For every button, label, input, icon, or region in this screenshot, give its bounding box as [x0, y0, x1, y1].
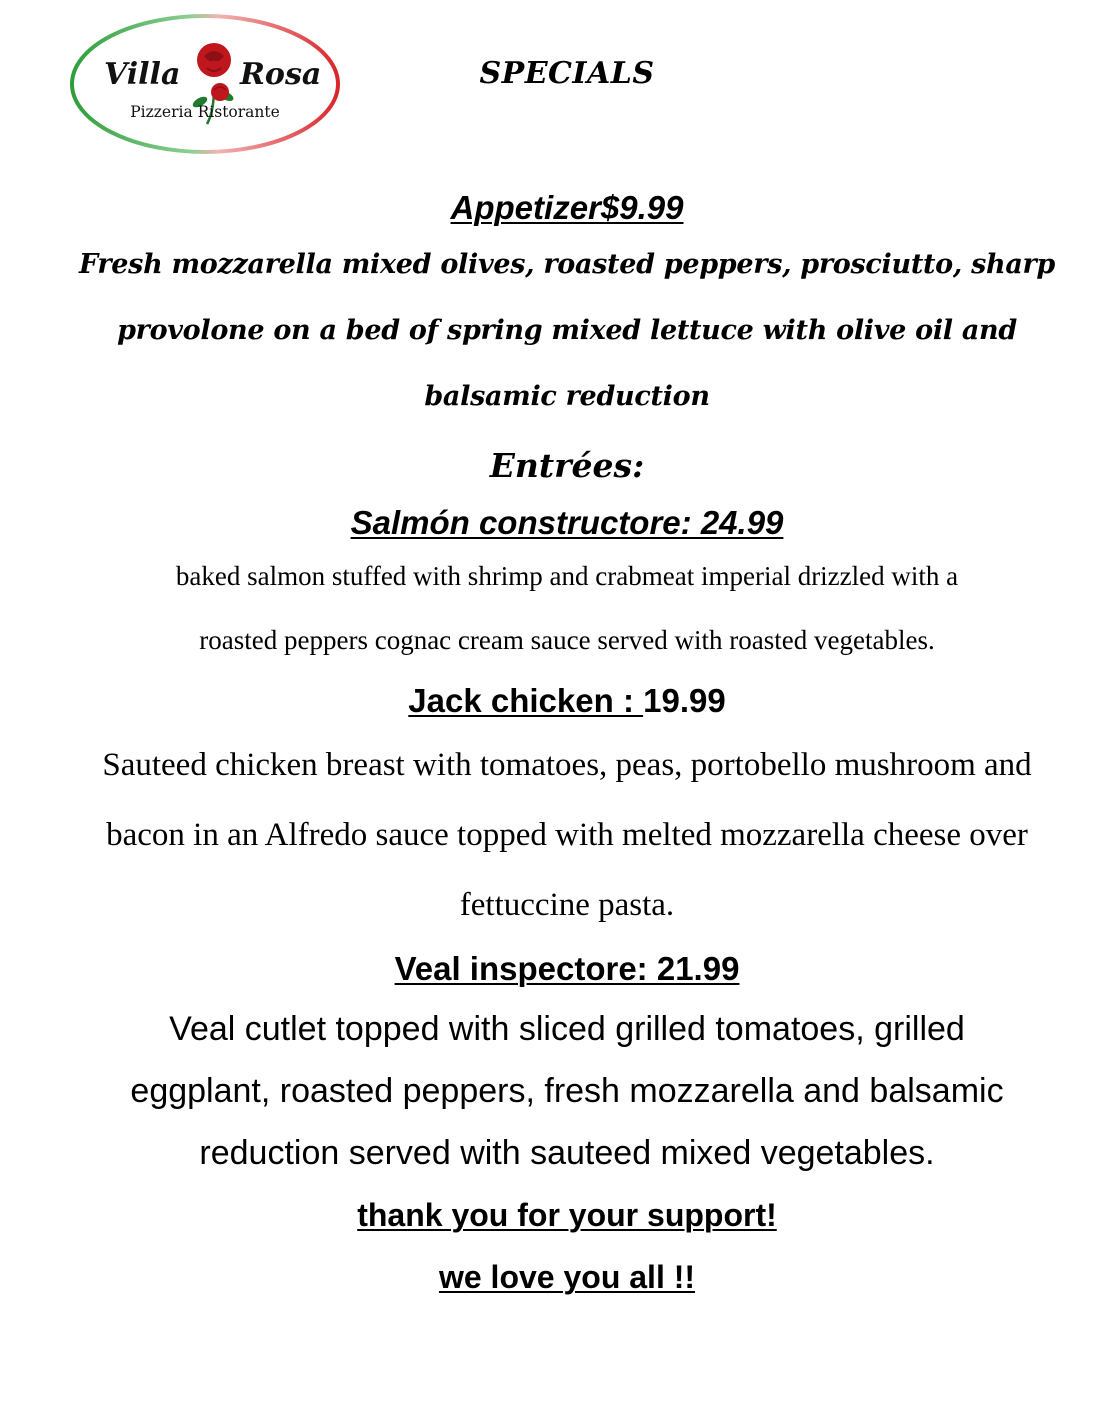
entrees-heading: Entrées:: [489, 446, 645, 485]
chicken-description: [40, 730, 1094, 940]
veal-heading: [40, 940, 1094, 998]
appetizer-heading-text: Appetizer$9.99: [450, 189, 684, 226]
appetizer-line: Fresh mozzarella mixed olives, roasted peppers, prosciutto, sharp: [78, 249, 1056, 280]
salmon-line: baked salmon stuffed with shrimp and crabmeat imperial drizzled with a: [175, 561, 959, 591]
salmon-heading-text: Salmón constructore: 24.99: [350, 504, 784, 541]
chicken-heading-text: Jack chicken :: [408, 682, 644, 719]
salmon-heading: [40, 502, 1094, 544]
salmon-description: [40, 544, 1094, 672]
specials-menu: [40, 184, 1094, 1308]
veal-line: eggplant, roasted peppers, fresh mozzarella and balsamic: [130, 1072, 1004, 1110]
thank-you-message: thank you for your support!: [357, 1197, 777, 1233]
appetizer-line: provolone on a bed of spring mixed lettuce with olive oil and: [117, 315, 1017, 346]
veal-line: reduction served with sauteed mixed vegetables.: [199, 1134, 935, 1172]
chicken-line: Sauteed chicken breast with tomatoes, peas, portobello mushroom and: [102, 747, 1032, 783]
chicken-heading-price: 19.99: [643, 682, 726, 719]
chicken-line: fettuccine pasta.: [459, 887, 675, 923]
page-title: SPECIALS: [479, 56, 655, 91]
love-message: we love you all !!: [438, 1259, 696, 1295]
logo-name-left: Villa: [104, 57, 181, 92]
salmon-line: roasted peppers cognac cream sauce served with roasted vegetables.: [199, 625, 935, 655]
chicken-heading: [40, 672, 1094, 730]
veal-description: [40, 998, 1094, 1184]
veal-line: Veal cutlet topped with sliced grilled tomatoes, grilled: [169, 1010, 965, 1048]
appetizer-description: [40, 232, 1094, 430]
logo-tagline: Pizzeria Ristorante: [130, 103, 280, 121]
chicken-line: bacon in an Alfredo sauce topped with melted mozzarella cheese over: [106, 817, 1028, 853]
appetizer-line: balsamic reduction: [424, 381, 710, 412]
appetizer-heading: [40, 184, 1094, 232]
logo-name-right: Rosa: [240, 57, 322, 92]
veal-heading-text: Veal inspectore: 21.99: [394, 950, 740, 987]
